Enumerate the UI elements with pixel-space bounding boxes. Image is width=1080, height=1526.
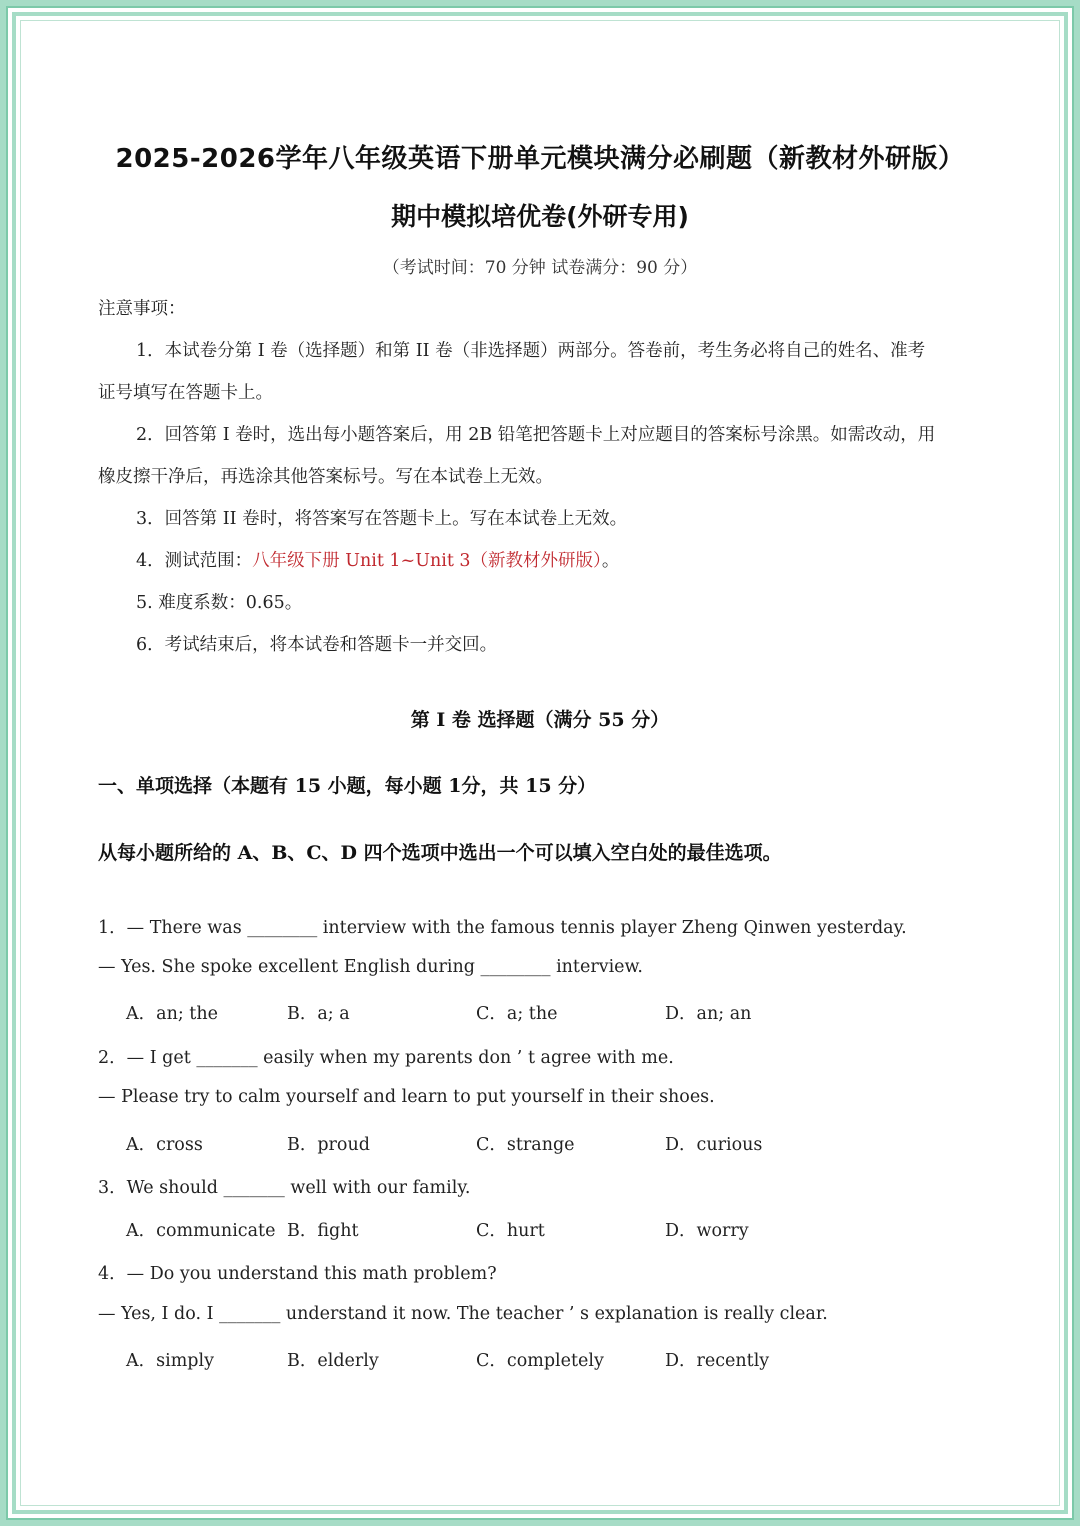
question-4-option-c: C．completely: [476, 1351, 604, 1371]
note-item-4-prefix: 4．测试范围：: [136, 551, 253, 571]
part-title: 第 I 卷 选择题（满分 55 分）: [410, 709, 670, 731]
question-2-option-b: B．proud: [287, 1135, 370, 1155]
question-2-option-a: A．cross: [126, 1135, 203, 1155]
section-instruction: 从每小题所给的 A、B、C、D 四个选项中选出一个可以填入空白处的最佳选项。: [98, 842, 782, 864]
question-3-option-d: D．worry: [665, 1221, 749, 1241]
question-4-option-a: A．simply: [126, 1351, 214, 1371]
question-3-option-c: C．hurt: [476, 1221, 545, 1241]
question-4-stem: 4．— Do you understand this math problem?: [98, 1264, 497, 1284]
document-title: 2025-2026学年八年级英语下册单元模块满分必刷题（新教材外研版）: [115, 144, 965, 174]
question-2-option-d: D．curious: [665, 1135, 763, 1155]
question-1-option-a: A．an; the: [126, 1004, 218, 1024]
note-item-1b: 证号填写在答题卡上。: [98, 383, 273, 403]
question-3-option-b: B．fight: [287, 1221, 359, 1241]
question-2-reply: — Please try to calm yourself and learn to put yourself in their shoes.: [98, 1087, 715, 1107]
question-3-option-a: A．communicate: [126, 1221, 276, 1241]
notes-label: 注意事项：: [98, 299, 186, 319]
document-subtitle: 期中模拟培优卷(外研专用): [391, 202, 689, 231]
note-item-5: 5. 难度系数：0.65。: [136, 593, 303, 613]
exam-info: （考试时间：70 分钟 试卷满分：90 分）: [382, 258, 698, 278]
question-2-option-c: C．strange: [476, 1135, 575, 1155]
question-4-reply: — Yes, I do. I _______ understand it now. The teacher ’ s explanation is really clear.: [98, 1304, 828, 1324]
question-1-reply: — Yes. She spoke excellent English during ________ interview.: [98, 957, 643, 977]
note-item-4: [136, 547, 619, 572]
question-3-stem: 3．We should _______ well with our family.: [98, 1178, 471, 1198]
question-2-stem: 2．— I get _______ easily when my parents don ’ t agree with me.: [98, 1048, 674, 1068]
question-1-option-d: D．an; an: [665, 1004, 752, 1024]
question-1-option-b: B．a; a: [287, 1004, 350, 1024]
note-item-2b: 橡皮擦干净后，再选涂其他答案标号。写在本试卷上无效。: [98, 467, 553, 487]
question-1-option-c: C．a; the: [476, 1004, 558, 1024]
note-item-6: 6．考试结束后，将本试卷和答题卡一并交回。: [136, 635, 498, 655]
question-1-stem: 1．— There was ________ interview with the famous tennis player Zheng Qinwen yesterday.: [98, 918, 907, 938]
test-scope: 八年级下册 Unit 1~Unit 3（新教材外研版）: [252, 551, 602, 571]
note-item-1a: 1．本试卷分第 I 卷（选择题）和第 II 卷（非选择题）两部分。答卷前，考生务必将自己的姓名、准考: [136, 341, 926, 361]
note-item-4-suffix: 。: [601, 551, 620, 571]
note-item-2a: 2．回答第 I 卷时，选出每小题答案后，用 2B 铅笔把答题卡上对应题目的答案标号涂黑。如需改动，用: [136, 425, 936, 445]
question-4-option-b: B．elderly: [287, 1351, 379, 1371]
note-item-3: 3．回答第 II 卷时，将答案写在答题卡上。写在本试卷上无效。: [136, 509, 628, 529]
section-heading: 一、单项选择（本题有 15 小题，每小题 1分，共 15 分）: [98, 775, 597, 797]
question-4-option-d: D．recently: [665, 1351, 770, 1371]
